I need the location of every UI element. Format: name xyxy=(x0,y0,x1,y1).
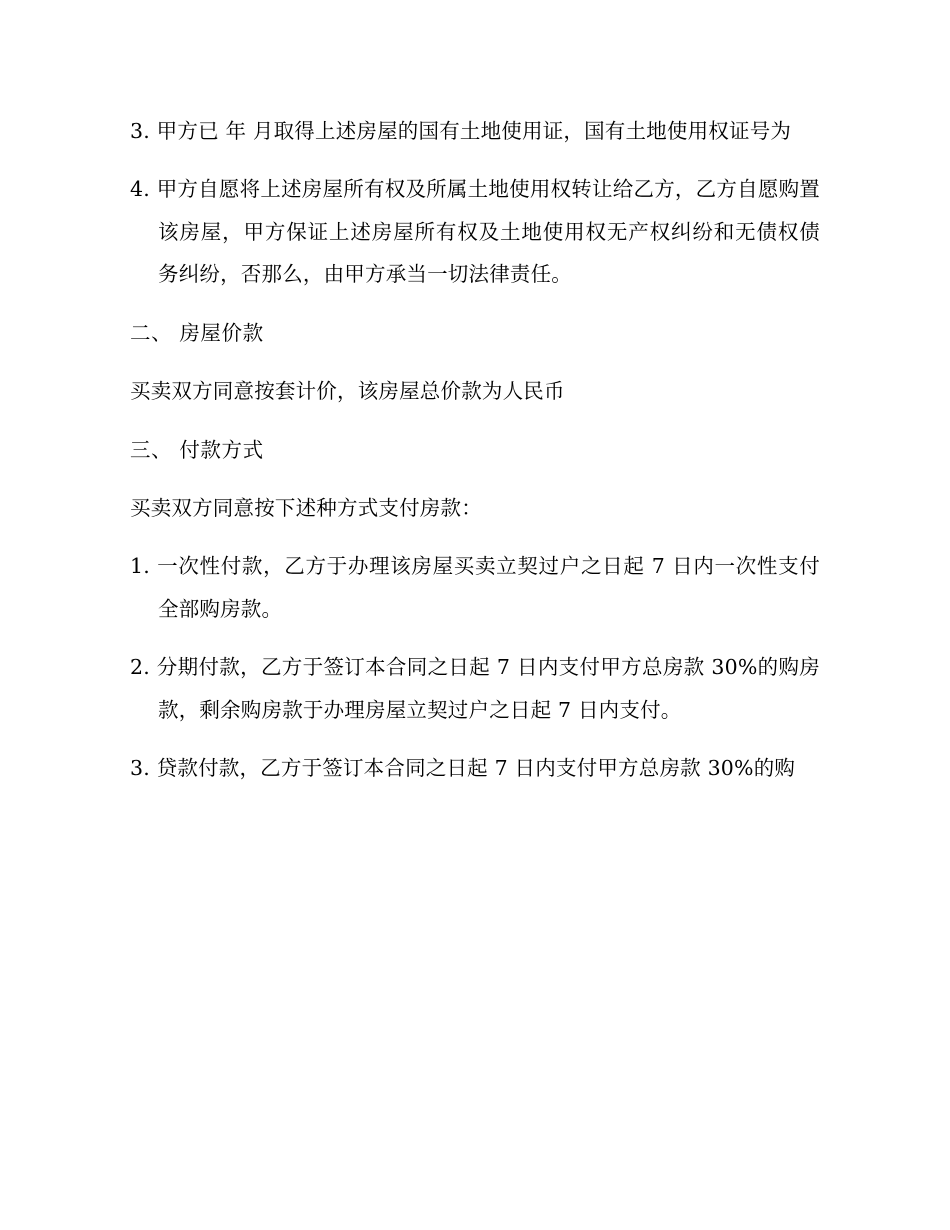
paragraph-payment-2: 2. 分期付款，乙方于签订本合同之日起 7 日内支付甲方总房款 30%的购房款，剩余购房款于办理房屋立契过户之日起 7 日内支付。 xyxy=(130,655,820,722)
paragraph-payment-1: 1. 一次性付款，乙方于办理该房屋买卖立契过户之日起 7 日内一次性支付全部购房款。 xyxy=(130,554,820,621)
paragraph-clause-4: 4. 甲方自愿将上述房屋所有权及所属土地使用权转让给乙方，乙方自愿购置该房屋，甲方保证上述房屋所有权及土地使用权无产权纠纷和无债权债务纠纷，否那么，由甲方承当一切法律责任。 xyxy=(130,177,820,287)
heading-section-2: 二、 房屋价款 xyxy=(130,320,264,345)
document-body xyxy=(130,110,820,789)
paragraph-section-3-body: 买卖双方同意按下述种方式支付房款： xyxy=(130,495,482,520)
paragraph-clause-3: 3. 甲方已 年 月取得上述房屋的国有土地使用证，国有土地使用权证号为 xyxy=(130,119,792,143)
heading-section-3: 三、 付款方式 xyxy=(130,437,264,462)
paragraph-payment-3: 3. 贷款付款，乙方于签订本合同之日起 7 日内支付甲方总房款 30%的购 xyxy=(130,756,796,781)
paragraph-section-2-body: 买卖双方同意按套计价，该房屋总价款为人民币 xyxy=(130,379,565,404)
